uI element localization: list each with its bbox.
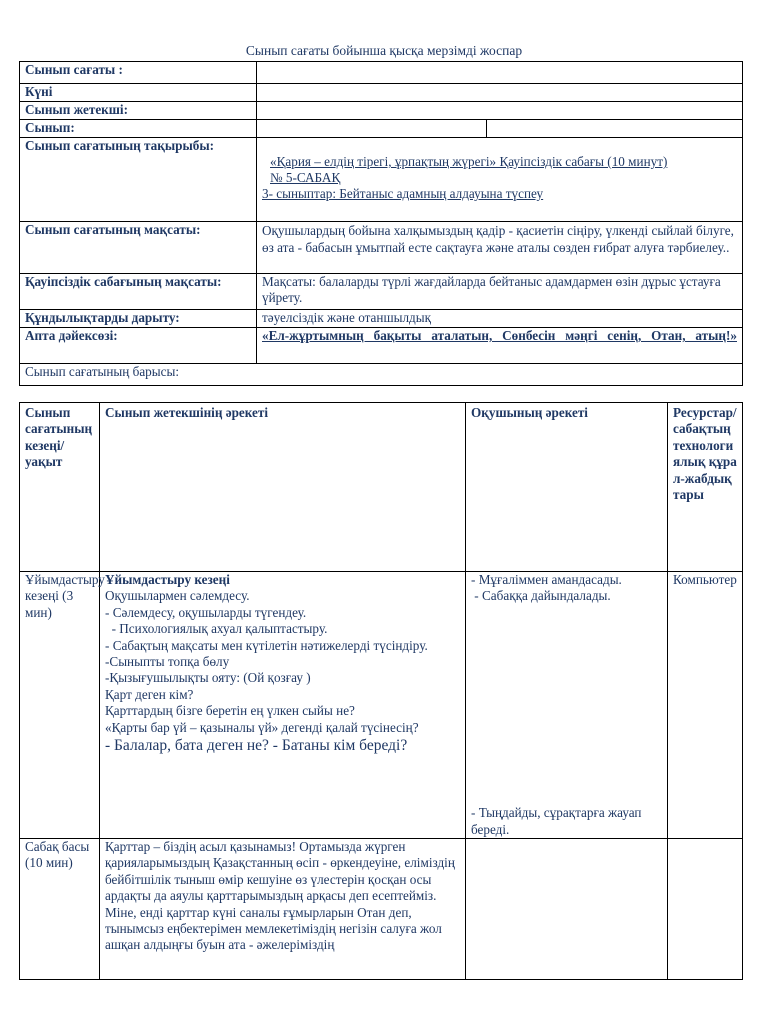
header-resources: Ресурстар/ сабақтың технологиялық құрал-жабдықтары	[668, 403, 743, 572]
row1-line-9: «Қарты бар үй – қазыналы үй» дегенді қалай түсінесің?	[105, 719, 419, 735]
header-student-action: Оқушының әрекеті	[466, 403, 668, 572]
topic-line-1: «Қария – елдің тірегі, ұрпақтың жүрегі» Қауіпсіздік сабағы (10 минут)	[270, 154, 668, 169]
plan-header-row	[20, 403, 743, 572]
value-values: тәуелсіздік және отаншылдық	[257, 310, 743, 328]
value-safety: Мақсаты: балаларды түрлі жағдайларда бейтаныс адамдармен өзін дұрыс ұстауға үйрету.	[257, 274, 743, 310]
row1-line-5: -Сыныпты топқа бөлу	[105, 654, 230, 670]
label-motto: Апта дәйексөзі:	[20, 328, 257, 364]
row2-teacher-text: Қарттар – біздің асыл қазынамыз! Ортамызда жүрген қарияларымыздың Қазақстанның өсіп - өркендеуіне, еліміздің бейбітшілік тыныш өмір кешуіне өз үлестерін қосқан осы ардақты да аяулы қарттарымыздың арқасы деп есептейміз. Міне, енді қарттар күні саналы ғұмырларын Отан деп, тынымсыз еңбектерімен мемлекетіміздің негізін салуға жол ашқан алдыңғы буын ата - әжелеріміздің	[100, 839, 466, 980]
value-day	[257, 84, 743, 102]
info-table	[19, 61, 743, 386]
label-teacher: Сынып жетекші:	[20, 102, 257, 120]
row1-student-cell	[466, 572, 668, 839]
plan-table	[19, 402, 743, 980]
row1-line-1: Оқушылармен сәлемдесу.	[105, 588, 250, 604]
row1-line-7: Қарт деген кім?	[105, 686, 194, 702]
row-values	[20, 310, 743, 328]
value-topic	[257, 138, 743, 222]
label-day: Күні	[20, 84, 257, 102]
row-topic	[20, 138, 743, 222]
value-goal: Оқушылардың бойына халқымыздың қадір - қасиетін сіңіру, үлкенді сыйлай білуге, өз ата - бабасын ұмытпай есте сақтауға және аталы сөзден ғибрат алуға тәрбиелеу..	[257, 222, 743, 274]
document-title: Сынып сағаты бойынша қысқа мерзімді жоспар	[245, 43, 523, 58]
row-progress	[20, 364, 743, 386]
row1-line-8: Қарттардың бізге беретін ең үлкен сыйы не?	[105, 703, 355, 719]
row-day	[20, 84, 743, 102]
header-teacher-action: Сынып жетекшінің әрекеті	[100, 403, 466, 572]
row-goal	[20, 222, 743, 274]
label-class: Сынып:	[20, 120, 257, 138]
row-class	[20, 120, 743, 138]
label-values: Құндылықтарды дарыту:	[20, 310, 257, 328]
row1-line-2: - Сәлемдесу, оқушыларды түгендеу.	[105, 604, 307, 620]
header-stage: Сынып сағатының кезеңі/ уақыт	[20, 403, 100, 572]
value-class-hour	[257, 62, 743, 84]
row-class-hour	[20, 62, 743, 84]
row1-student-b: - Сабаққа дайындалады.	[471, 588, 611, 604]
row2-stage: Сабақ басы (10 мин)	[20, 839, 100, 980]
row-safety	[20, 274, 743, 310]
row1-line-3: - Психологиялық ахуал қалыптастыру.	[105, 621, 328, 637]
label-class-hour: Сынып сағаты :	[20, 62, 257, 84]
row2-student-cell	[466, 839, 668, 980]
row1-line-6: -Қызығушылықты ояту: (Ой қозғау )	[105, 670, 311, 686]
value-motto: «Ел-жұртымның бақыты аталатын, Сөнбесін мәңгі сенің, Отан, атың!»	[257, 328, 743, 364]
value-teacher	[257, 102, 743, 120]
row1-question-line: - Балалар, бата деген не? - Батаны кім береді?	[105, 737, 408, 755]
row1-student-a: - Мұғаліммен амандасады.	[471, 572, 622, 587]
value-class-b	[487, 120, 743, 138]
row2-resource-cell	[668, 839, 743, 980]
label-topic: Сынып сағатының тақырыбы:	[20, 138, 257, 222]
row1-student-c: - Тыңдайды, сұрақтарға жауап береді.	[471, 805, 642, 837]
topic-line-3: 3- сыныптар: Бейтаныс адамның алдауына түспеу	[262, 186, 544, 201]
row1-resource: Компьютер	[668, 572, 743, 839]
topic-line-2: № 5-САБАҚ	[270, 170, 341, 185]
value-class-a	[257, 120, 487, 138]
row1-stage: Ұйымдастыру кезеңі (3 мин)	[20, 572, 100, 839]
row1-teacher-cell	[100, 572, 466, 839]
row1-title: Ұйымдастыру кезеңі	[105, 572, 230, 587]
row-teacher	[20, 102, 743, 120]
label-progress: Сынып сағатының барысы:	[20, 364, 743, 386]
label-safety: Қауіпсіздік сабағының мақсаты:	[20, 274, 257, 310]
plan-row-organization	[20, 572, 743, 839]
plan-row-start	[20, 839, 743, 980]
row-motto	[20, 328, 743, 364]
label-goal: Сынып сағатының мақсаты:	[20, 222, 257, 274]
row1-line-4: - Сабақтың мақсаты мен күтілетін нәтижелерді түсіндіру.	[105, 637, 428, 653]
